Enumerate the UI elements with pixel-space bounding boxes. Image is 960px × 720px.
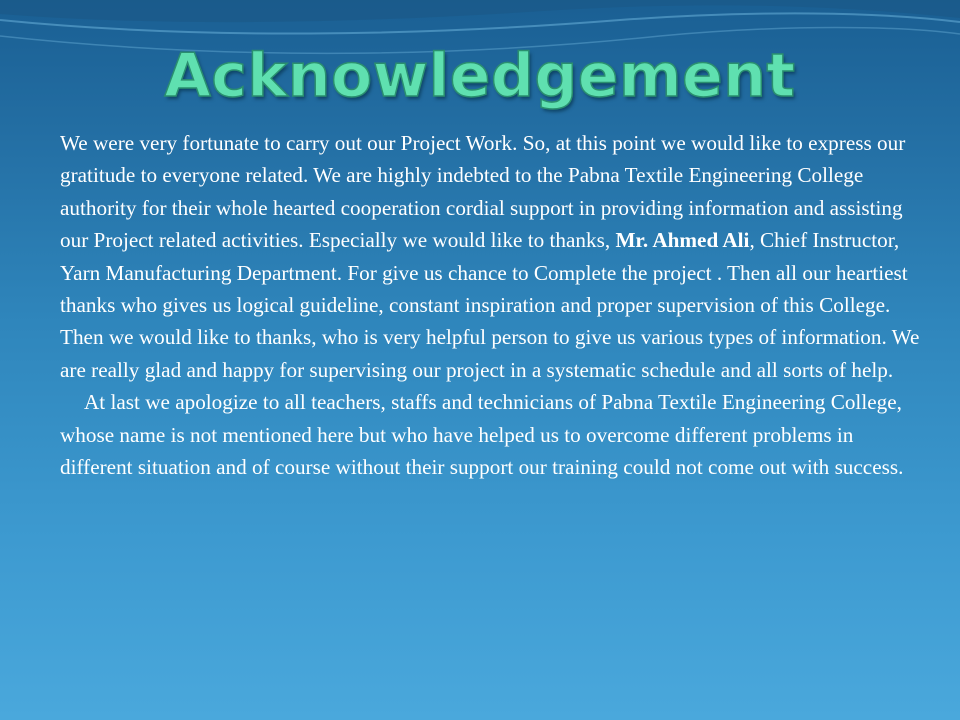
acknowledgement-body xyxy=(60,127,922,483)
paragraph-1 xyxy=(60,127,922,386)
paragraph-1-text-start: We were very fortunate to carry out our Project Work. So, at this point we would like to express our gratitude to everyone related. We are highly indebted to the Pabna Textile Engineering College authority for their whole hearted cooperation cordial support in providing information and assisting our Project related activities. Especially we would like to thanks, xyxy=(60,131,906,253)
paragraph-2 xyxy=(60,386,922,483)
paragraph-1-text-end: , Chief Instructor, Yarn Manufacturing Department. For give us chance to Complete the project . Then all our heartiest thanks who gives us logical guideline, constant inspiration and proper supervision of this College. Then we would like to thanks, who is very helpful person to give us various types of information. We are really glad and happy for supervising our project in a systematic schedule and all sorts of help. xyxy=(60,228,920,382)
paragraph-2-text: At last we apologize to all teachers, staffs and technicians of Pabna Textile Engineering College, whose name is not mentioned here but who have helped us to overcome different problems in different situation and of course without their support our training could not come out with success. xyxy=(60,390,904,480)
slide-title: Acknowledgement xyxy=(164,41,796,111)
instructor-name: Mr. Ahmed Ali xyxy=(615,228,750,253)
